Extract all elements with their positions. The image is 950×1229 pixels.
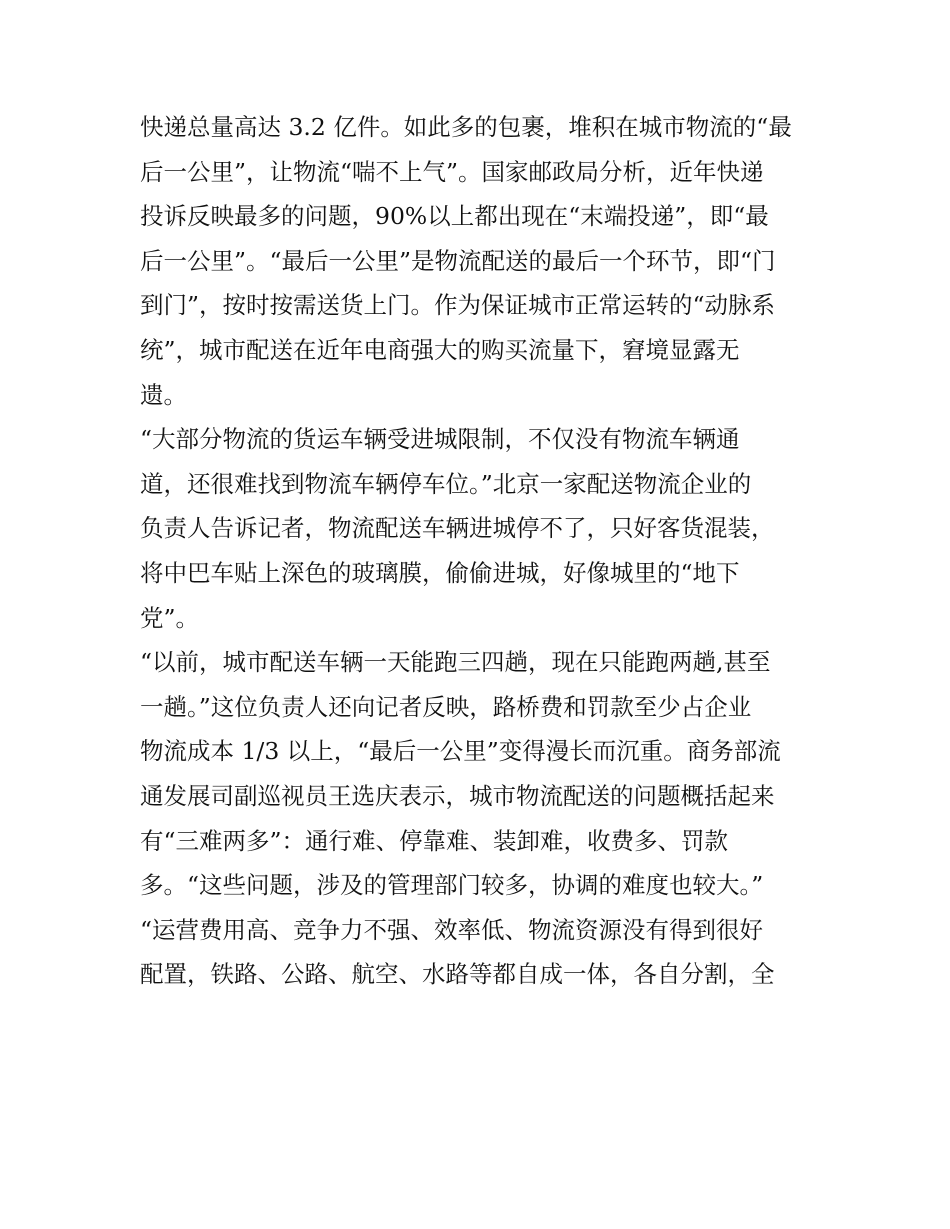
text-line: 党”。 xyxy=(140,603,200,632)
text-line: 遗。 xyxy=(140,380,187,409)
article-body xyxy=(140,105,820,997)
text-line: 后一公里”。“最后一公里”是物流配送的最后一个环节，即“门 xyxy=(140,246,776,275)
text-line: 道，还很难找到物流车辆停车位。”北京一家配送物流企业的 xyxy=(140,469,752,498)
text-line: 统”，城市配送在近年电商强大的购买流量下，窘境显露无 xyxy=(140,335,740,364)
text-line: 到门”，按时按需送货上门。作为保证城市正常运转的“动脉系 xyxy=(140,291,776,320)
text-line: 一趟。”这位负责人还向记者反映，路桥费和罚款至少占企业 xyxy=(140,692,752,721)
text-line: 物流成本 1/3 以上，“最后一公里”变得漫长而沉重。商务部流 xyxy=(140,737,781,766)
text-line: 快递总量高达 3.2 亿件。如此多的包裹，堆积在城市物流的“最 xyxy=(140,113,792,141)
text-line: 配置，铁路、公路、航空、水路等都自成一体，各自分割，全 xyxy=(140,960,775,989)
text-line: 后一公里”，让物流“喘不上气”。国家邮政局分析，近年快递 xyxy=(140,157,764,186)
text-line: “运营费用高、竞争力不强、效率低、物流资源没有得到很好 xyxy=(140,915,764,944)
text-line: 负责人告诉记者，物流配送车辆进城停不了，只好客货混装， xyxy=(140,514,775,543)
text-line: “以前，城市配送车辆一天能跑三四趟，现在只能跑两趟,甚至 xyxy=(140,648,771,677)
text-line: 多。“这些问题，涉及的管理部门较多，协调的难度也较大。” xyxy=(140,871,764,900)
text-line: “大部分物流的货运车辆受进城限制，不仅没有物流车辆通 xyxy=(140,425,740,454)
text-line: 通发展司副巡视员王选庆表示，城市物流配送的问题概括起来 xyxy=(140,781,775,810)
text-line: 投诉反映最多的问题，90%以上都出现在“末端投递”，即“最 xyxy=(140,202,769,231)
text-line: 有“三难两多”：通行难、停靠难、装卸难，收费多、罚款 xyxy=(140,826,729,855)
text-line: 将中巴车贴上深色的玻璃膜，偷偷进城，好像城里的“地下 xyxy=(140,558,740,587)
